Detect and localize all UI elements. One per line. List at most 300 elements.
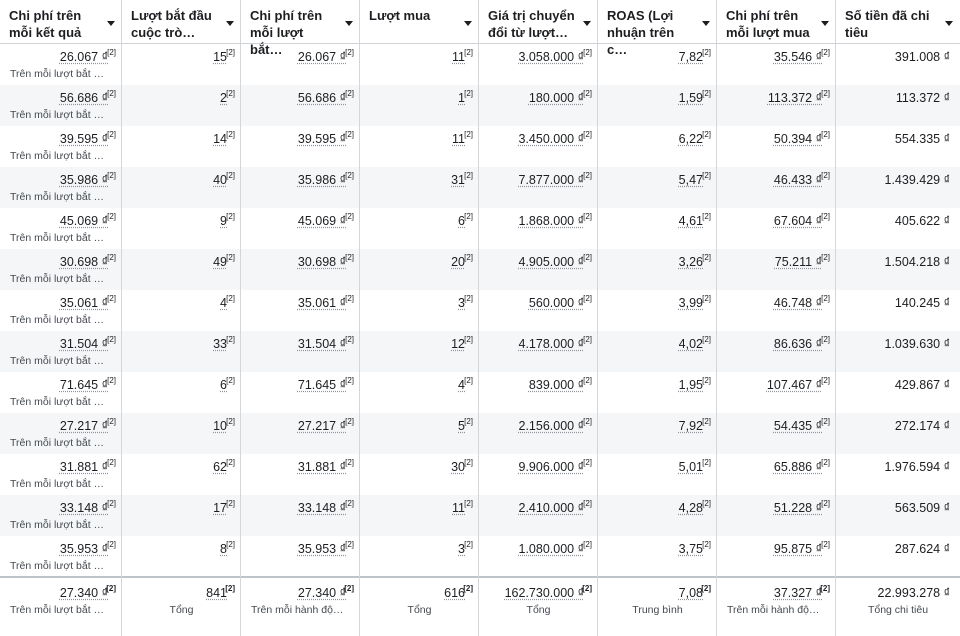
footnote-marker: [2] <box>821 130 830 139</box>
cell-value[interactable]: 35.986 ₫ <box>297 173 346 187</box>
cell-value[interactable]: 54.435 ₫ <box>773 419 822 433</box>
footnote-marker: [2] <box>107 540 116 549</box>
cell-value[interactable]: 45.069 ₫ <box>297 214 346 228</box>
footnote-marker: [2] <box>345 171 354 180</box>
cell-value[interactable]: 12 <box>451 337 465 351</box>
footnote-marker: [2] <box>107 89 116 98</box>
cell-value[interactable]: 3 <box>458 296 465 310</box>
cell-value[interactable]: 31.881 ₫ <box>59 460 108 474</box>
cell-value[interactable]: 51.228 ₫ <box>773 501 822 515</box>
cell-value[interactable]: 1.868.000 ₫ <box>518 214 584 228</box>
footnote-marker: [2] <box>107 335 116 344</box>
cell-value[interactable]: 113.372 ₫ <box>767 91 822 105</box>
table-cell-cost_per_purchase <box>717 85 836 126</box>
sort-caret-down-icon[interactable] <box>945 21 953 26</box>
table-cell-roas <box>598 208 717 249</box>
footnote-marker: [2] <box>820 584 830 593</box>
footnote-marker: [2] <box>821 540 830 549</box>
cell-value: 1.039.630 ₫ <box>884 337 950 351</box>
total-cell-cost_per_action <box>241 578 360 636</box>
table-cell-checkouts <box>122 495 241 536</box>
cell-value[interactable]: 5,47 <box>678 173 703 187</box>
header-cell[interactable] <box>479 0 598 44</box>
footnote-marker: [2] <box>345 499 354 508</box>
cell-value[interactable]: 4 <box>220 296 227 310</box>
table-row[interactable] <box>0 495 960 536</box>
table-cell-roas <box>598 413 717 454</box>
cell-value[interactable]: 4.905.000 ₫ <box>518 255 584 269</box>
table-cell-roas <box>598 495 717 536</box>
cell-sublabel: Trên mỗi lượt bắt … <box>10 437 105 449</box>
cell-value[interactable]: 71.645 ₫ <box>297 378 346 392</box>
column-divider[interactable] <box>716 0 717 636</box>
table-cell-cost_per_result <box>0 536 122 577</box>
cell-sublabel: Trên mỗi lượt bắt … <box>10 355 105 367</box>
table-row[interactable] <box>0 208 960 249</box>
footnote-marker: [2] <box>583 499 592 508</box>
cell-value[interactable]: 49 <box>213 255 227 269</box>
total-value[interactable]: 162.730.000 ₫ <box>504 586 584 600</box>
header-cell[interactable] <box>717 0 836 44</box>
total-value[interactable]: 27.340 ₫ <box>59 586 108 600</box>
footnote-marker: [2] <box>464 89 473 98</box>
cell-value[interactable]: 33.148 ₫ <box>59 501 108 515</box>
footnote-marker: [2] <box>583 376 592 385</box>
sort-caret-down-icon[interactable] <box>702 21 710 26</box>
cell-value[interactable]: 1,59 <box>678 91 703 105</box>
table-cell-cost_per_result <box>0 372 122 413</box>
table-cell-purchases <box>360 536 479 577</box>
cell-value[interactable]: 5 <box>458 419 465 433</box>
cell-value: 429.867 ₫ <box>894 378 950 392</box>
total-label: Trung bình <box>632 604 683 616</box>
header-label: Lượt mua <box>369 8 431 23</box>
cell-value[interactable]: 9.906.000 ₫ <box>518 460 584 474</box>
table-row[interactable] <box>0 331 960 372</box>
sort-caret-down-icon[interactable] <box>107 21 115 26</box>
table-cell-amount_spent <box>836 290 960 331</box>
table-cell-checkouts <box>122 290 241 331</box>
cell-value[interactable]: 33.148 ₫ <box>297 501 346 515</box>
total-label: Tổng <box>526 604 551 616</box>
cell-sublabel: Trên mỗi lượt bắt … <box>10 273 105 285</box>
cell-value[interactable]: 7,82 <box>678 50 703 64</box>
total-value[interactable]: 841 <box>206 586 227 600</box>
table-cell-cost_per_purchase <box>717 249 836 290</box>
cell-value[interactable]: 31.504 ₫ <box>59 337 108 351</box>
cell-value[interactable]: 50.394 ₫ <box>773 132 822 146</box>
table-cell-purchases <box>360 495 479 536</box>
table-row[interactable] <box>0 126 960 167</box>
table-cell-roas <box>598 167 717 208</box>
cell-value[interactable]: 3,75 <box>678 542 703 556</box>
table-cell-cost_per_purchase <box>717 372 836 413</box>
cell-value[interactable]: 180.000 ₫ <box>528 91 584 105</box>
cell-value[interactable]: 1.080.000 ₫ <box>518 542 584 556</box>
cell-value[interactable]: 5,01 <box>678 460 703 474</box>
cell-value: 113.372 ₫ <box>895 91 950 105</box>
total-value[interactable]: 37.327 ₫ <box>773 586 822 600</box>
cell-value[interactable]: 11 <box>452 501 465 515</box>
table-cell-cost_per_result <box>0 495 122 536</box>
cell-value[interactable]: 4,61 <box>678 214 703 228</box>
footnote-marker: [2] <box>464 499 473 508</box>
footnote-marker: [2] <box>702 458 711 467</box>
table-cell-cost_per_action <box>241 495 360 536</box>
table-cell-cost_per_purchase <box>717 126 836 167</box>
cell-value[interactable]: 35.986 ₫ <box>59 173 108 187</box>
cell-value[interactable]: 95.875 ₫ <box>773 542 822 556</box>
table-cell-roas <box>598 331 717 372</box>
table-cell-conversion_value <box>479 372 598 413</box>
footnote-marker: [2] <box>107 130 116 139</box>
total-value[interactable]: 27.340 ₫ <box>297 586 346 600</box>
cell-value[interactable]: 65.886 ₫ <box>773 460 822 474</box>
table-cell-cost_per_action <box>241 454 360 495</box>
column-divider[interactable] <box>597 0 598 636</box>
header-label: Chi phí trên mỗi lượt mua <box>726 8 810 40</box>
footnote-marker: [2] <box>582 584 592 593</box>
column-header-checkouts[interactable] <box>122 0 241 44</box>
table-cell-checkouts <box>122 167 241 208</box>
footnote-marker: [2] <box>345 417 354 426</box>
sort-caret-down-icon[interactable] <box>464 21 472 26</box>
cell-value[interactable]: 45.069 ₫ <box>59 214 108 228</box>
table-cell-amount_spent <box>836 413 960 454</box>
footnote-marker: [2] <box>702 130 711 139</box>
cell-value[interactable]: 56.686 ₫ <box>59 91 108 105</box>
cell-value[interactable]: 26.067 ₫ <box>59 50 108 64</box>
footnote-marker: [2] <box>226 294 235 303</box>
footnote-marker: [2] <box>345 212 354 221</box>
table-row[interactable] <box>0 249 960 290</box>
table-cell-cost_per_action <box>241 167 360 208</box>
cell-value[interactable]: 4,28 <box>678 501 703 515</box>
table-cell-roas <box>598 454 717 495</box>
footnote-marker: [2] <box>702 171 711 180</box>
footnote-marker: [2] <box>702 212 711 221</box>
column-divider[interactable] <box>478 0 479 636</box>
column-divider[interactable] <box>835 0 836 636</box>
totals-row <box>0 576 960 636</box>
table-cell-purchases <box>360 208 479 249</box>
cell-sublabel: Trên mỗi lượt bắt … <box>10 560 105 572</box>
footnote-marker: [2] <box>821 89 830 98</box>
cell-value: 1.976.594 ₫ <box>884 460 950 474</box>
header-label: Lượt bắt đầu cuộc trò… <box>131 8 212 40</box>
table-cell-cost_per_purchase <box>717 454 836 495</box>
table-cell-roas <box>598 372 717 413</box>
footnote-marker: [2] <box>225 584 235 593</box>
cell-value[interactable]: 35.953 ₫ <box>59 542 108 556</box>
total-label: Trên mỗi hành độ… <box>727 604 820 616</box>
footnote-marker: [2] <box>463 584 473 593</box>
footnote-marker: [2] <box>702 294 711 303</box>
footnote-marker: [2] <box>107 294 116 303</box>
cell-value[interactable]: 4.178.000 ₫ <box>518 337 584 351</box>
cell-value[interactable]: 6 <box>458 214 465 228</box>
footnote-marker: [2] <box>226 253 235 262</box>
table-cell-roas <box>598 536 717 577</box>
table-cell-checkouts <box>122 413 241 454</box>
footnote-marker: [2] <box>464 540 473 549</box>
cell-value[interactable]: 62 <box>213 460 227 474</box>
table-cell-checkouts <box>122 126 241 167</box>
footnote-marker: [2] <box>821 48 830 57</box>
table-cell-cost_per_result <box>0 413 122 454</box>
sort-caret-down-icon[interactable] <box>226 21 234 26</box>
column-divider[interactable] <box>240 0 241 636</box>
footnote-marker: [2] <box>226 171 235 180</box>
cell-value[interactable]: 3.058.000 ₫ <box>518 50 584 64</box>
cell-value[interactable]: 2 <box>220 91 227 105</box>
cell-value[interactable]: 26.067 ₫ <box>297 50 346 64</box>
total-label: Tổng chi tiêu <box>867 604 929 616</box>
sort-caret-down-icon[interactable] <box>583 21 591 26</box>
footnote-marker: [2] <box>107 253 116 262</box>
table-cell-checkouts <box>122 85 241 126</box>
cell-value[interactable]: 30.698 ₫ <box>297 255 346 269</box>
cell-value[interactable]: 27.217 ₫ <box>59 419 108 433</box>
footnote-marker: [2] <box>821 335 830 344</box>
footnote-marker: [2] <box>345 130 354 139</box>
footnote-marker: [2] <box>702 335 711 344</box>
cell-value[interactable]: 839.000 ₫ <box>528 378 584 392</box>
cell-value[interactable]: 8 <box>220 542 227 556</box>
cell-value: 140.245 ₫ <box>894 296 950 310</box>
cell-value[interactable]: 35.546 ₫ <box>773 50 822 64</box>
footnote-marker: [2] <box>583 89 592 98</box>
column-header-conversion_value[interactable] <box>479 0 598 44</box>
footnote-marker: [2] <box>583 417 592 426</box>
table-cell-cost_per_result <box>0 290 122 331</box>
column-header-amount_spent[interactable] <box>836 0 960 44</box>
sort-caret-down-icon[interactable] <box>821 21 829 26</box>
cell-value[interactable]: 10 <box>213 419 227 433</box>
table-cell-amount_spent <box>836 85 960 126</box>
cell-value[interactable]: 27.217 ₫ <box>297 419 346 433</box>
cell-sublabel: Trên mỗi lượt bắt … <box>10 519 105 531</box>
cell-value[interactable]: 31.504 ₫ <box>297 337 346 351</box>
table-cell-purchases <box>360 85 479 126</box>
footnote-marker: [2] <box>345 540 354 549</box>
cell-value[interactable]: 56.686 ₫ <box>297 91 346 105</box>
cell-value[interactable]: 4,02 <box>678 337 703 351</box>
table-row[interactable] <box>0 454 960 495</box>
cell-value: 1.504.218 ₫ <box>884 255 950 269</box>
table-row[interactable] <box>0 372 960 413</box>
cell-value[interactable]: 6,22 <box>678 132 703 146</box>
cell-value[interactable]: 67.604 ₫ <box>773 214 822 228</box>
cell-value[interactable]: 17 <box>213 501 227 515</box>
table-cell-cost_per_action <box>241 249 360 290</box>
table-cell-checkouts <box>122 536 241 577</box>
footnote-marker: [2] <box>226 458 235 467</box>
cell-value[interactable]: 71.645 ₫ <box>59 378 108 392</box>
table-cell-conversion_value <box>479 454 598 495</box>
footnote-marker: [2] <box>583 171 592 180</box>
cell-value[interactable]: 2.156.000 ₫ <box>518 419 584 433</box>
table-row[interactable] <box>0 413 960 454</box>
cell-sublabel: Trên mỗi lượt bắt … <box>10 68 105 80</box>
total-cell-cost_per_purchase <box>717 578 836 636</box>
header-cell[interactable] <box>0 0 122 44</box>
header-cell[interactable] <box>836 0 960 44</box>
table-cell-cost_per_purchase <box>717 44 836 85</box>
table-cell-roas <box>598 126 717 167</box>
footnote-marker: [2] <box>583 48 592 57</box>
total-value[interactable]: 616 <box>444 586 465 600</box>
cell-value[interactable]: 7,92 <box>678 419 703 433</box>
cell-value[interactable]: 3,99 <box>678 296 703 310</box>
cell-value[interactable]: 39.595 ₫ <box>59 132 108 146</box>
footnote-marker: [2] <box>464 417 473 426</box>
footnote-marker: [2] <box>821 294 830 303</box>
table-cell-cost_per_purchase <box>717 167 836 208</box>
table-cell-cost_per_result <box>0 167 122 208</box>
footnote-marker: [2] <box>464 212 473 221</box>
header-cell[interactable] <box>122 0 241 44</box>
table-cell-cost_per_result <box>0 208 122 249</box>
footnote-marker: [2] <box>226 130 235 139</box>
footnote-marker: [2] <box>107 48 116 57</box>
cell-value[interactable]: 30.698 ₫ <box>59 255 108 269</box>
cell-value[interactable]: 46.748 ₫ <box>773 296 822 310</box>
footnote-marker: [2] <box>821 212 830 221</box>
cell-value: 391.008 ₫ <box>894 50 950 64</box>
sort-caret-down-icon[interactable] <box>345 21 353 26</box>
table-row[interactable] <box>0 85 960 126</box>
column-header-cost_per_result[interactable] <box>0 0 122 44</box>
header-label: Chi phí trên mỗi lượt bắt… <box>250 8 323 57</box>
cell-value[interactable]: 35.061 ₫ <box>297 296 346 310</box>
cell-value[interactable]: 9 <box>220 214 227 228</box>
column-header-purchases[interactable] <box>360 0 479 44</box>
table-cell-roas <box>598 85 717 126</box>
cell-value[interactable]: 35.953 ₫ <box>297 542 346 556</box>
cell-value: 1.439.429 ₫ <box>884 173 950 187</box>
table-cell-amount_spent <box>836 208 960 249</box>
footnote-marker: [2] <box>702 417 711 426</box>
table-row[interactable] <box>0 167 960 208</box>
footnote-marker: [2] <box>107 212 116 221</box>
table-cell-cost_per_action <box>241 536 360 577</box>
table-cell-roas <box>598 290 717 331</box>
table-row[interactable] <box>0 290 960 331</box>
cell-value[interactable]: 20 <box>451 255 465 269</box>
footnote-marker: [2] <box>583 212 592 221</box>
header-cell[interactable] <box>360 0 479 44</box>
table-cell-cost_per_purchase <box>717 495 836 536</box>
column-divider[interactable] <box>121 0 122 636</box>
footnote-marker: [2] <box>821 458 830 467</box>
cell-sublabel: Trên mỗi lượt bắt … <box>10 232 105 244</box>
cell-value[interactable]: 560.000 ₫ <box>528 296 584 310</box>
footnote-marker: [2] <box>226 89 235 98</box>
footnote-marker: [2] <box>702 499 711 508</box>
table-cell-amount_spent <box>836 536 960 577</box>
cell-value[interactable]: 30 <box>451 460 465 474</box>
cell-value[interactable]: 15 <box>213 50 227 64</box>
table-cell-amount_spent <box>836 126 960 167</box>
footnote-marker: [2] <box>226 499 235 508</box>
column-header-cost_per_purchase[interactable] <box>717 0 836 44</box>
cell-value[interactable]: 31 <box>451 173 465 187</box>
table-cell-cost_per_action <box>241 85 360 126</box>
footnote-marker: [2] <box>464 458 473 467</box>
table-row[interactable] <box>0 536 960 577</box>
cell-value[interactable]: 6 <box>220 378 227 392</box>
cell-value[interactable]: 3 <box>458 542 465 556</box>
cell-value[interactable]: 31.881 ₫ <box>297 460 346 474</box>
footnote-marker: [2] <box>702 89 711 98</box>
footnote-marker: [2] <box>107 499 116 508</box>
table-cell-conversion_value <box>479 331 598 372</box>
header-label: ROAS (Lợi nhuận trên c… <box>607 8 675 57</box>
cell-value: 272.174 ₫ <box>894 419 950 433</box>
table-cell-cost_per_result <box>0 44 122 85</box>
footnote-marker: [2] <box>821 171 830 180</box>
table-cell-amount_spent <box>836 331 960 372</box>
cell-value[interactable]: 35.061 ₫ <box>59 296 108 310</box>
cell-value[interactable]: 14 <box>213 132 227 146</box>
table-row[interactable] <box>0 44 960 85</box>
total-label: Tổng <box>407 604 432 616</box>
total-value: 22.993.278 ₫ <box>877 586 950 600</box>
cell-value[interactable]: 107.467 ₫ <box>766 378 822 392</box>
cell-value[interactable]: 33 <box>213 337 227 351</box>
total-value[interactable]: 7,08 <box>678 586 703 600</box>
cell-value[interactable]: 11 <box>452 50 465 64</box>
cell-value[interactable]: 1,95 <box>678 378 703 392</box>
cell-value[interactable]: 86.636 ₫ <box>773 337 822 351</box>
table-cell-conversion_value <box>479 536 598 577</box>
footnote-marker: [2] <box>345 253 354 262</box>
cell-value[interactable]: 4 <box>458 378 465 392</box>
cell-value[interactable]: 2.410.000 ₫ <box>518 501 584 515</box>
table-cell-conversion_value <box>479 126 598 167</box>
column-divider[interactable] <box>359 0 360 636</box>
table-cell-cost_per_purchase <box>717 331 836 372</box>
footnote-marker: [2] <box>226 376 235 385</box>
total-cell-purchases <box>360 578 479 636</box>
table-cell-checkouts <box>122 208 241 249</box>
cell-value[interactable]: 40 <box>213 173 227 187</box>
table-cell-purchases <box>360 126 479 167</box>
table-cell-conversion_value <box>479 44 598 85</box>
header-label: Chi phí trên mỗi kết quả <box>9 8 82 40</box>
table-cell-purchases <box>360 372 479 413</box>
cell-value: 554.335 ₫ <box>894 132 950 146</box>
cell-value[interactable]: 3.450.000 ₫ <box>518 132 584 146</box>
header-label: Giá trị chuyển đổi từ lượt… <box>488 8 575 40</box>
table-cell-purchases <box>360 290 479 331</box>
table-cell-amount_spent <box>836 495 960 536</box>
footnote-marker: [2] <box>702 376 711 385</box>
cell-value[interactable]: 11 <box>452 132 465 146</box>
footnote-marker: [2] <box>821 376 830 385</box>
cell-sublabel: Trên mỗi lượt bắt … <box>10 191 105 203</box>
cell-value[interactable]: 75.211 ₫ <box>774 255 822 269</box>
footnote-marker: [2] <box>106 584 116 593</box>
cell-value[interactable]: 3,26 <box>678 255 703 269</box>
cell-value[interactable]: 7.877.000 ₫ <box>518 173 584 187</box>
table-cell-checkouts <box>122 372 241 413</box>
cell-value[interactable]: 1 <box>458 91 465 105</box>
cell-value[interactable]: 39.595 ₫ <box>297 132 346 146</box>
cell-value[interactable]: 46.433 ₫ <box>773 173 822 187</box>
table-cell-conversion_value <box>479 290 598 331</box>
